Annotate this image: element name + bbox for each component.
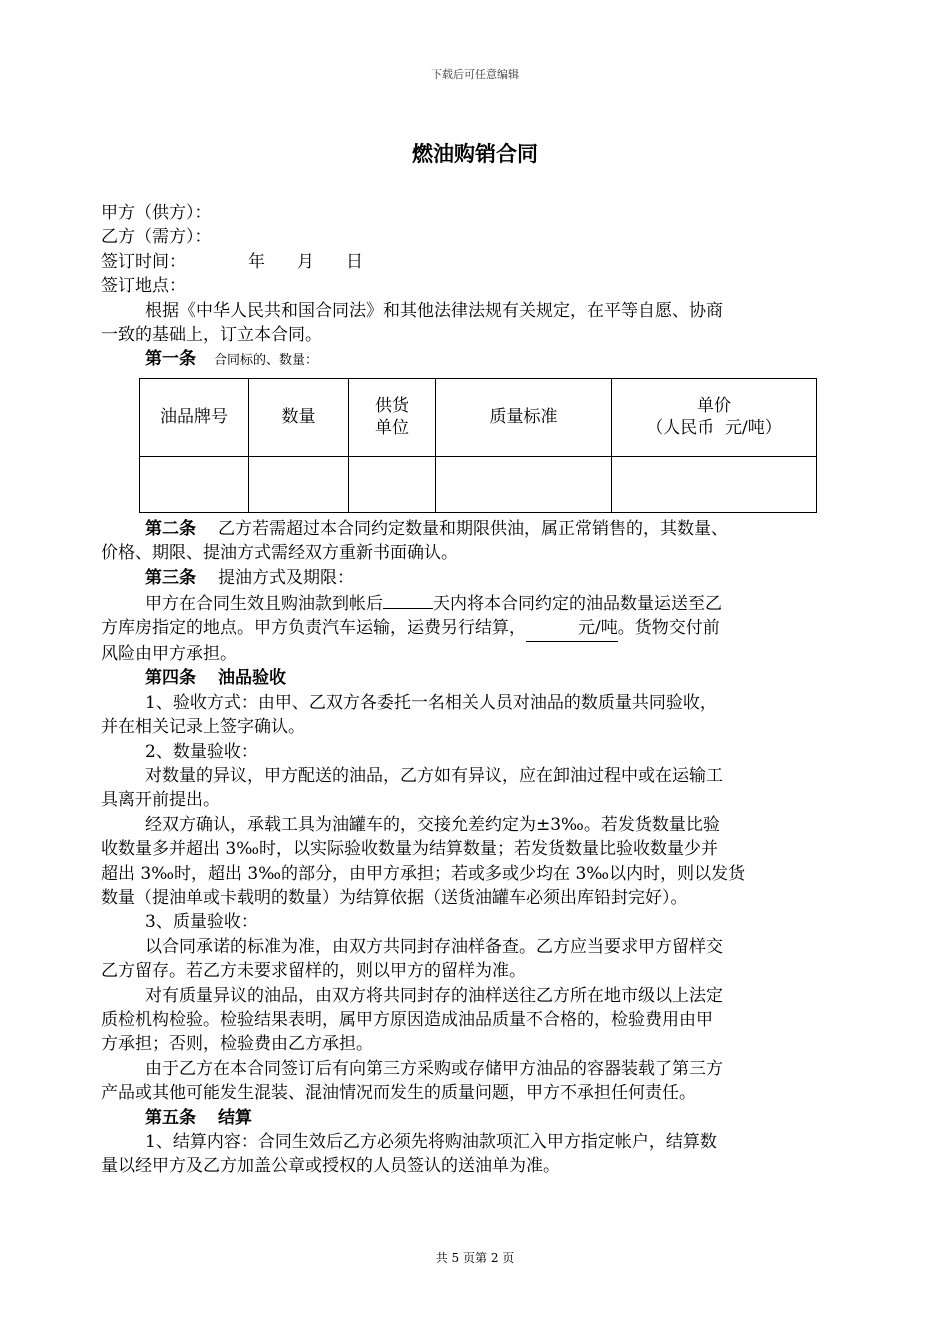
article-3-heading: 第三条 bbox=[145, 567, 196, 588]
contract-body bbox=[101, 201, 853, 1179]
preamble-line-1: 根据《中华人民共和国合同法》和其他法律法规有关规定，在平等自愿、协商 bbox=[145, 300, 723, 321]
article-4-s2-p1-line-2: 具离开前提出。 bbox=[101, 790, 220, 811]
table-cell bbox=[349, 456, 436, 512]
article-4-s3-p1-line-2: 乙方留存。若乙方未要求留样的，则以甲方的留样为准。 bbox=[101, 961, 526, 982]
sign-date-line bbox=[101, 250, 853, 274]
article-4-s3-p2-line-1: 对有质量异议的油品，由双方将共同封存的油样送往乙方所在地市级以上法定 bbox=[145, 985, 723, 1006]
article-1-heading: 第一条 bbox=[145, 349, 196, 370]
sign-place-line: 签订地点： bbox=[101, 276, 186, 297]
article-4-s1-line-2: 并在相关记录上签字确认。 bbox=[101, 717, 305, 738]
article-5-heading: 第五条 bbox=[145, 1107, 196, 1128]
header-quality-standard: 质量标准 bbox=[436, 378, 612, 456]
article-3-line: 第三条 提油方式及期限： bbox=[145, 567, 354, 588]
article-4-s2-heading: 2、数量验收： bbox=[145, 741, 258, 762]
article-4-s3-p3-line-1: 由于乙方在本合同签订后有向第三方采购或存储甲方油品的容器装载了第三方 bbox=[145, 1058, 723, 1079]
table-cell bbox=[140, 456, 249, 512]
table-header-row bbox=[140, 378, 817, 456]
article-4-s2-p2-line-4: 数量（提油单或卡载明的数量）为结算依据（送货油罐车必须出库铅封完好）。 bbox=[101, 887, 688, 908]
header-unit-price: 单价 （人民币 元/吨） bbox=[612, 378, 817, 456]
article-5-s1-line-1: 1、结算内容：合同生效后乙方必须先将购油款项汇入甲方指定帐户，结算数 bbox=[145, 1132, 717, 1152]
header-note: 下载后可任意编辑 bbox=[431, 68, 519, 81]
table-cell bbox=[612, 456, 817, 512]
table-row bbox=[140, 456, 817, 512]
article-4-s3-p1-line-1: 以合同承诺的标准为准，由双方共同封存油样备查。乙方应当要求甲方留样交 bbox=[145, 936, 723, 957]
article-2-line-1: 第二条 乙方若需超过本合同约定数量和期限供油，属正常销售的，其数量、 bbox=[145, 518, 728, 539]
article-4-s3-p2-line-3: 方承担；否则，检验费由乙方承担。 bbox=[101, 1034, 373, 1055]
year-label: 年 bbox=[248, 251, 265, 272]
product-table bbox=[139, 378, 817, 513]
sign-date-label: 签订时间： bbox=[101, 251, 186, 272]
freight-blank: 元/吨 bbox=[526, 616, 618, 641]
article-4-heading: 第四条 bbox=[145, 668, 196, 689]
article-2-heading: 第二条 bbox=[145, 518, 196, 539]
article-4-s3-p2-line-2: 质检机构检验。检验结果表明，属甲方原因造成油品质量不合格的，检验费用由甲 bbox=[101, 1009, 713, 1030]
preamble-line-2: 一致的基础上，订立本合同。 bbox=[101, 325, 322, 346]
article-1-line bbox=[101, 347, 853, 373]
page-footer: 共 5 页第 2 页 bbox=[435, 1251, 515, 1265]
article-4-s3-heading: 3、质量验收： bbox=[145, 912, 258, 933]
document-title: 燃油购销合同 bbox=[412, 142, 538, 166]
header-oil-grade: 油品牌号 bbox=[140, 378, 249, 456]
article-5-line: 第五条 结算 bbox=[145, 1107, 252, 1128]
table-cell bbox=[249, 456, 349, 512]
party-a-line: 甲方（供方）： bbox=[101, 203, 212, 223]
article-4-s1-line-1: 1、验收方式：由甲、乙双方各委托一名相关人员对油品的数质量共同验收， bbox=[145, 692, 717, 713]
article-5-s1-line-2: 量以经甲方及乙方加盖公章或授权的人员签认的送油单为准。 bbox=[101, 1156, 560, 1177]
article-3-para-line-3: 风险由甲方承担。 bbox=[101, 643, 237, 664]
day-label: 日 bbox=[346, 251, 363, 272]
days-blank bbox=[383, 590, 433, 609]
header-supply-unit: 供货 单位 bbox=[349, 378, 436, 456]
article-4-s2-p2-line-3: 超出 3‰时，超出 3‰的部分，由甲方承担；若或多或少均在 3‰以内时，则以发货 bbox=[101, 863, 746, 884]
party-b-line: 乙方（需方）： bbox=[101, 227, 212, 248]
article-1-text: 合同标的、数量： bbox=[214, 353, 319, 369]
month-label: 月 bbox=[297, 251, 314, 272]
article-4-s3-p3-line-2: 产品或其他可能发生混装、混油情况而发生的质量问题，甲方不承担任何责任。 bbox=[101, 1083, 696, 1104]
article-3-para-line-2: 方库房指定的地点。甲方负责汽车运输，运费另行结算， 元/吨。货物交付前 bbox=[101, 616, 853, 641]
article-2-line-2: 价格、期限、提油方式需经双方重新书面确认。 bbox=[101, 543, 458, 564]
article-3-para-line-1: 甲方在合同生效且购油款到帐后 天内将本合同约定的油品数量运送至乙 bbox=[101, 590, 853, 616]
article-4-line: 第四条 油品验收 bbox=[145, 668, 286, 689]
article-4-s2-p2-line-1: 经双方确认，承载工具为油罐车的，交接允差约定为±3‰。若发货数量比验 bbox=[145, 814, 720, 835]
article-4-s2-p1-line-1: 对数量的异议，甲方配送的油品，乙方如有异议，应在卸油过程中或在运输工 bbox=[145, 765, 723, 786]
article-4-s2-p2-line-2: 收数量多并超出 3‰时，以实际验收数量为结算数量；若发货数量比验收数量少并 bbox=[101, 839, 719, 860]
header-quantity: 数量 bbox=[249, 378, 349, 456]
table-cell bbox=[436, 456, 612, 512]
